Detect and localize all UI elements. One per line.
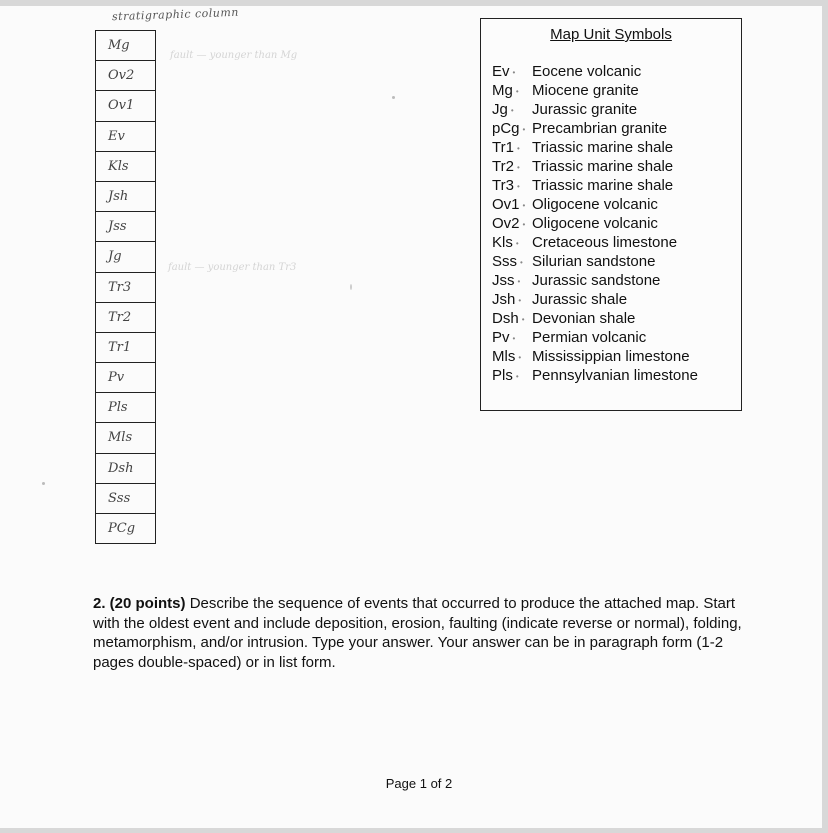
legend-item xyxy=(481,81,741,100)
legend-description: Miocene granite xyxy=(532,82,639,99)
legend-description: Permian volcanic xyxy=(532,329,647,346)
legend-description: Jurassic shale xyxy=(532,291,628,308)
legend-item xyxy=(481,138,741,157)
legend-item xyxy=(481,119,741,138)
color-swatch-icon: • xyxy=(518,352,522,362)
strat-cell: Sss xyxy=(96,484,155,514)
legend-item xyxy=(481,100,741,119)
legend-description: Mississippian limestone xyxy=(532,348,690,365)
legend-symbol-text: Ov2 xyxy=(492,215,520,232)
legend-symbol-text: Pv xyxy=(492,329,510,346)
legend-description: Jurassic sandstone xyxy=(532,272,661,289)
color-swatch-icon: • xyxy=(515,238,519,248)
legend-symbol xyxy=(481,309,532,328)
color-swatch-icon: • xyxy=(522,219,526,229)
question-text: Describe the sequence of events that occurred to produce the attached map. Start with the oldest event and include deposition, erosion, faulting (indicate reverse or normal), folding, metamorphism, and/or intrusion. Type your answer. Your answer can be in paragraph form (1-2 pages double-spaced) or in list form. xyxy=(93,595,742,671)
smudge-mark xyxy=(42,482,45,485)
strat-cell: Tr3 xyxy=(96,273,155,303)
color-swatch-icon: • xyxy=(520,257,523,267)
page-number: Page 1 of 2 xyxy=(385,776,453,791)
legend-description: Eocene volcanic xyxy=(532,63,642,80)
legend-symbol-text: Jsh xyxy=(492,291,516,308)
strat-cell: Jg xyxy=(96,242,155,272)
legend-symbol xyxy=(481,214,532,233)
legend-description: Triassic marine shale xyxy=(532,158,674,175)
legend-description: Oligocene volcanic xyxy=(532,196,658,213)
legend-description: Precambrian granite xyxy=(532,120,668,137)
legend-symbol xyxy=(481,233,532,252)
legend-symbol-text: Tr1 xyxy=(492,139,514,156)
legend-description: Oligocene volcanic xyxy=(532,215,658,232)
strat-cell: Ov2 xyxy=(96,61,155,91)
legend-symbol-text: Tr2 xyxy=(492,158,514,175)
legend-item xyxy=(481,157,741,176)
legend-symbol-text: pCg xyxy=(492,120,520,137)
legend-symbol xyxy=(481,328,532,347)
color-swatch-icon: • xyxy=(515,86,519,96)
color-swatch-icon: • xyxy=(521,314,525,324)
strat-column-title: stratigraphic column xyxy=(111,5,240,24)
legend-symbol xyxy=(481,195,532,214)
legend-item xyxy=(481,347,741,366)
stratigraphic-column xyxy=(95,30,156,544)
legend-symbol-text: Tr3 xyxy=(492,177,514,194)
strat-cell: Jsh xyxy=(96,182,155,212)
legend-description: Cretaceous limestone xyxy=(532,234,678,251)
legend-item xyxy=(481,62,741,81)
strat-cell: Pls xyxy=(96,393,155,423)
legend-item xyxy=(481,366,741,385)
legend-title: Map Unit Symbols xyxy=(550,26,672,43)
strat-cell: PCg xyxy=(96,514,155,544)
legend-description: Silurian sandstone xyxy=(532,253,656,270)
legend-symbol xyxy=(481,157,532,176)
color-swatch-icon: • xyxy=(516,143,520,153)
legend-symbol xyxy=(481,366,532,385)
legend-box xyxy=(480,18,742,411)
color-swatch-icon: • xyxy=(512,333,516,343)
legend-item xyxy=(481,176,741,195)
legend-symbol-text: Jss xyxy=(492,272,515,289)
legend-symbol-text: Ov1 xyxy=(492,196,520,213)
legend-symbol xyxy=(481,62,532,81)
legend-symbol xyxy=(481,176,532,195)
question-label: 2. (20 points) xyxy=(93,595,186,612)
legend-symbol xyxy=(481,347,532,366)
color-swatch-icon: • xyxy=(516,181,520,191)
color-swatch-icon: • xyxy=(510,105,514,115)
smudge-mark xyxy=(350,284,352,290)
legend-item xyxy=(481,252,741,271)
color-swatch-icon: • xyxy=(516,162,520,172)
color-swatch-icon: • xyxy=(522,200,526,210)
legend-symbol-text: Sss xyxy=(492,253,518,270)
legend-symbol xyxy=(481,81,532,100)
legend-symbol-text: Dsh xyxy=(492,310,519,327)
strat-cell: Pv xyxy=(96,363,155,393)
legend-symbol-text: Kls xyxy=(492,234,513,251)
strat-cell: Mg xyxy=(96,31,155,61)
legend-symbol xyxy=(481,290,532,309)
legend-item xyxy=(481,233,741,252)
color-swatch-icon: • xyxy=(522,124,526,134)
strat-cell: Ev xyxy=(96,122,155,152)
legend-symbol-text: Ev xyxy=(492,63,510,80)
legend-item xyxy=(481,195,741,214)
legend-description: Devonian shale xyxy=(532,310,636,327)
strat-cell: Kls xyxy=(96,152,155,182)
legend-list xyxy=(481,62,741,385)
legend-symbol xyxy=(481,100,532,119)
legend-item xyxy=(481,309,741,328)
handwritten-note: fault — younger than Mg xyxy=(170,50,298,61)
legend-symbol xyxy=(481,119,532,138)
strat-cell: Tr1 xyxy=(96,333,155,363)
strat-cell: Ov1 xyxy=(96,91,155,121)
question-block xyxy=(93,594,743,672)
legend-symbol-text: Mg xyxy=(492,82,513,99)
strat-cell: Mls xyxy=(96,423,155,453)
legend-symbol-text: Mls xyxy=(492,348,516,365)
color-swatch-icon: • xyxy=(517,276,521,286)
legend-description: Jurassic granite xyxy=(532,101,638,118)
smudge-mark xyxy=(392,96,395,99)
legend-item xyxy=(481,214,741,233)
strat-cell: Tr2 xyxy=(96,303,155,333)
color-swatch-icon: • xyxy=(518,295,522,305)
legend-description: Triassic marine shale xyxy=(532,177,674,194)
legend-item xyxy=(481,290,741,309)
color-swatch-icon: • xyxy=(515,371,519,381)
color-swatch-icon: • xyxy=(512,67,516,77)
legend-item xyxy=(481,328,741,347)
strat-cell: Dsh xyxy=(96,454,155,484)
legend-description: Triassic marine shale xyxy=(532,139,674,156)
legend-symbol-text: Jg xyxy=(492,101,508,118)
document-page xyxy=(0,6,822,828)
strat-cell: Jss xyxy=(96,212,155,242)
legend-description: Pennsylvanian limestone xyxy=(532,367,698,384)
legend-symbol xyxy=(481,138,532,157)
legend-item xyxy=(481,271,741,290)
handwritten-note: fault — younger than Tr3 xyxy=(168,262,297,273)
legend-symbol xyxy=(481,271,532,290)
legend-symbol xyxy=(481,252,532,271)
legend-symbol-text: Pls xyxy=(492,367,513,384)
